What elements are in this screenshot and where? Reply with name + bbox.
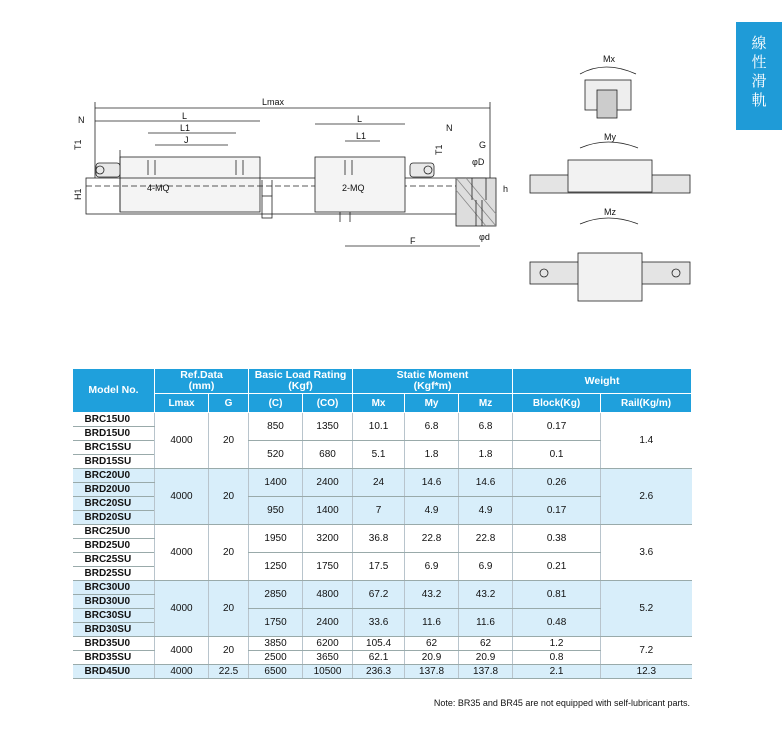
co-cell: 2400 [303, 609, 353, 637]
header-load [249, 369, 353, 394]
category-tab-char: 軌 [751, 91, 767, 109]
phi-big-d-label: φD [472, 157, 485, 167]
mx-cell: 67.2 [353, 581, 405, 609]
my-cell: 22.8 [405, 525, 459, 553]
model-cell: BRD20U0 [73, 483, 155, 497]
lmax-label: Lmax [262, 97, 285, 107]
mz-label: Mz [604, 207, 616, 217]
mx-cell: 33.6 [353, 609, 405, 637]
l-label: L [182, 111, 188, 121]
header-rail: Rail(Kg/m) [601, 394, 692, 413]
phi-d-label: φd [479, 232, 490, 242]
model-cell: BRD30SU [73, 623, 155, 637]
model-cell: BRC25U0 [73, 525, 155, 539]
model-cell: BRD45U0 [73, 665, 155, 679]
my-cell: 14.6 [405, 469, 459, 497]
mz-cell: 22.8 [459, 525, 513, 553]
block-cell: 0.1 [513, 441, 601, 469]
g-label: G [479, 140, 487, 150]
g-cell: 20 [209, 413, 249, 469]
header-mz: Mz [459, 394, 513, 413]
model-cell: BRC30SU [73, 609, 155, 623]
mz-cell: 137.8 [459, 665, 513, 679]
co-cell: 2400 [303, 469, 353, 497]
c-cell: 1750 [249, 609, 303, 637]
mx-cell: 36.8 [353, 525, 405, 553]
c-cell: 3850 [249, 637, 303, 651]
block-cell: 1.2 [513, 637, 601, 651]
table-row [73, 413, 692, 427]
mz-cell: 62 [459, 637, 513, 651]
l-label-right: L [357, 114, 363, 124]
table-row [73, 525, 692, 539]
mx-cell: 5.1 [353, 441, 405, 469]
g-cell: 20 [209, 637, 249, 665]
table-row [73, 581, 692, 595]
g-cell: 20 [209, 525, 249, 581]
rail-cell: 2.6 [601, 469, 692, 525]
mz-cell: 14.6 [459, 469, 513, 497]
my-cell: 43.2 [405, 581, 459, 609]
table-row [73, 665, 692, 679]
co-cell: 1350 [303, 413, 353, 441]
h1-label: H1 [73, 188, 83, 200]
category-tab-char: 滑 [751, 72, 767, 90]
mz-cell: 11.6 [459, 609, 513, 637]
mz-cell: 1.8 [459, 441, 513, 469]
header-g: G [209, 394, 249, 413]
spec-table-body [73, 413, 692, 679]
co-cell: 4800 [303, 581, 353, 609]
block-cell: 0.17 [513, 497, 601, 525]
l1-label-right: L1 [356, 131, 367, 141]
my-cell: 20.9 [405, 651, 459, 665]
header-moment-line2: (Kgf*m) [413, 380, 452, 392]
model-cell: BRD25SU [73, 567, 155, 581]
lmax-cell: 4000 [155, 665, 209, 679]
spec-table [72, 368, 692, 679]
my-cell: 11.6 [405, 609, 459, 637]
co-cell: 3650 [303, 651, 353, 665]
mx-cell: 24 [353, 469, 405, 497]
header-load-line2: (Kgf) [288, 380, 313, 392]
block-cell: 0.17 [513, 413, 601, 441]
four-mq-label: 4-MQ [147, 183, 170, 193]
mx-cell: 7 [353, 497, 405, 525]
co-cell: 6200 [303, 637, 353, 651]
my-cell: 4.9 [405, 497, 459, 525]
header-my: My [405, 394, 459, 413]
g-cell: 20 [209, 469, 249, 525]
header-ref-line1: Ref.Data [180, 369, 223, 381]
header-weight: Weight [513, 369, 692, 394]
co-cell: 1750 [303, 553, 353, 581]
model-cell: BRC15SU [73, 441, 155, 455]
header-co: (CO) [303, 394, 353, 413]
mx-cell: 62.1 [353, 651, 405, 665]
c-cell: 2850 [249, 581, 303, 609]
my-label: My [604, 132, 616, 142]
category-tab-char: 線 [751, 34, 767, 52]
rail-dimension-drawing [0, 0, 782, 340]
c-cell: 950 [249, 497, 303, 525]
c-cell: 6500 [249, 665, 303, 679]
block-cell: 0.38 [513, 525, 601, 553]
my-cell: 1.8 [405, 441, 459, 469]
lmax-cell: 4000 [155, 525, 209, 581]
co-cell: 10500 [303, 665, 353, 679]
f-label: F [410, 236, 416, 246]
table-note: Note: BR35 and BR45 are not equipped with self-lubricant parts. [433, 698, 690, 708]
model-cell: BRD35SU [73, 651, 155, 665]
lmax-cell: 4000 [155, 581, 209, 637]
rail-cell: 7.2 [601, 637, 692, 665]
rail-cell: 5.2 [601, 581, 692, 637]
mx-cell: 10.1 [353, 413, 405, 441]
lmax-cell: 4000 [155, 413, 209, 469]
rail-cell: 1.4 [601, 413, 692, 469]
category-tab-char: 性 [751, 53, 767, 71]
model-cell: BRD15SU [73, 455, 155, 469]
mx-label: Mx [603, 54, 615, 64]
g-cell: 20 [209, 581, 249, 637]
lmax-cell: 4000 [155, 637, 209, 665]
c-cell: 1400 [249, 469, 303, 497]
c-cell: 1950 [249, 525, 303, 553]
co-cell: 680 [303, 441, 353, 469]
model-cell: BRD20SU [73, 511, 155, 525]
mz-cell: 43.2 [459, 581, 513, 609]
my-cell: 6.8 [405, 413, 459, 441]
h-label: h [503, 184, 509, 194]
my-cell: 6.9 [405, 553, 459, 581]
c-cell: 1250 [249, 553, 303, 581]
mz-cell: 4.9 [459, 497, 513, 525]
model-cell: BRD15U0 [73, 427, 155, 441]
model-cell: BRD25U0 [73, 539, 155, 553]
two-mq-label: 2-MQ [342, 183, 365, 193]
table-row [73, 469, 692, 483]
header-lmax: Lmax [155, 394, 209, 413]
block-cell: 0.26 [513, 469, 601, 497]
mz-cell: 6.9 [459, 553, 513, 581]
header-load-line1: Basic Load Rating [254, 369, 347, 381]
block-cell: 2.1 [513, 665, 601, 679]
c-cell: 520 [249, 441, 303, 469]
header-moment [353, 369, 513, 394]
header-block: Block(Kg) [513, 394, 601, 413]
c-cell: 850 [249, 413, 303, 441]
block-cell: 0.81 [513, 581, 601, 609]
my-cell: 62 [405, 637, 459, 651]
lmax-cell: 4000 [155, 469, 209, 525]
header-ref [155, 369, 249, 394]
header-model: Model No. [73, 369, 155, 413]
my-cell: 137.8 [405, 665, 459, 679]
model-cell: BRD35U0 [73, 637, 155, 651]
l1-label: L1 [180, 123, 191, 133]
mx-cell: 236.3 [353, 665, 405, 679]
model-cell: BRD30U0 [73, 595, 155, 609]
mz-cell: 6.8 [459, 413, 513, 441]
header-mx: Mx [353, 394, 405, 413]
model-cell: BRC15U0 [73, 413, 155, 427]
g-cell: 22.5 [209, 665, 249, 679]
co-cell: 1400 [303, 497, 353, 525]
n-label: N [78, 115, 85, 125]
mx-cell: 105.4 [353, 637, 405, 651]
mz-cell: 20.9 [459, 651, 513, 665]
table-row [73, 637, 692, 651]
header-c: (C) [249, 394, 303, 413]
block-cell: 0.21 [513, 553, 601, 581]
mx-cell: 17.5 [353, 553, 405, 581]
rail-cell: 12.3 [601, 665, 692, 679]
n-label-right: N [446, 123, 453, 133]
header-moment-line1: Static Moment [396, 369, 469, 381]
t1-label-right: T1 [434, 144, 444, 155]
model-cell: BRC20U0 [73, 469, 155, 483]
j-label: J [184, 135, 189, 145]
header-ref-line2: (mm) [188, 380, 215, 392]
block-cell: 0.8 [513, 651, 601, 665]
rail-cell: 3.6 [601, 525, 692, 581]
c-cell: 2500 [249, 651, 303, 665]
model-cell: BRC25SU [73, 553, 155, 567]
model-cell: BRC20SU [73, 497, 155, 511]
t1-label: T1 [73, 139, 83, 150]
co-cell: 3200 [303, 525, 353, 553]
model-cell: BRC30U0 [73, 581, 155, 595]
block-cell: 0.48 [513, 609, 601, 637]
